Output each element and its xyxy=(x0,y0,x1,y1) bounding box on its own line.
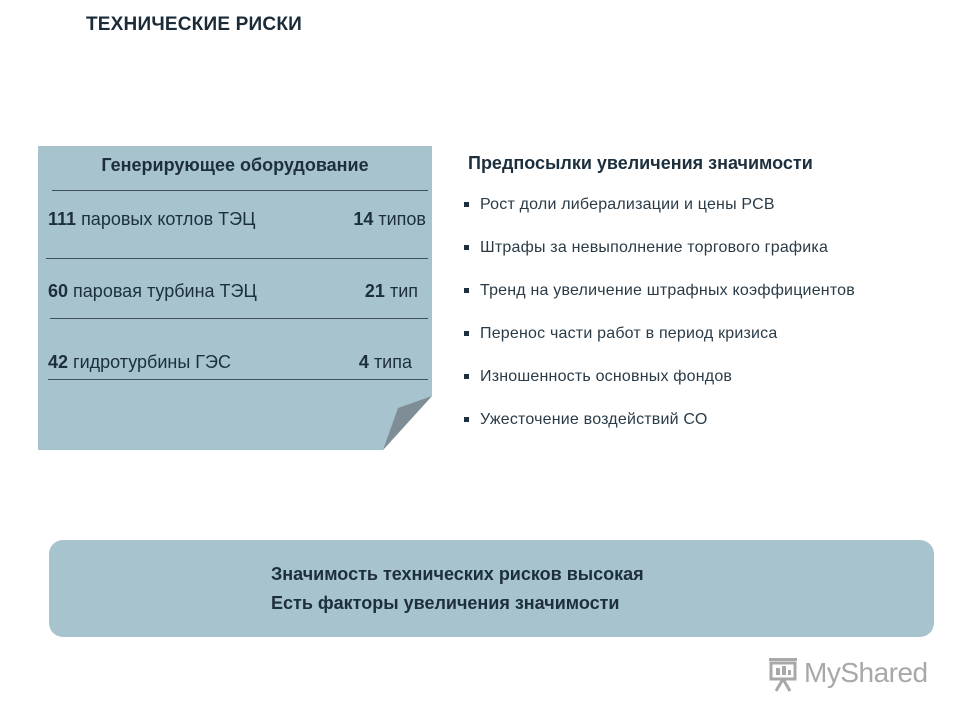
bullet-icon xyxy=(464,288,469,293)
unit-count: 111 xyxy=(48,209,77,229)
conclusion-line-1: Значимость технических рисков высокая xyxy=(271,564,644,584)
list-item xyxy=(464,196,855,239)
types-count: 14 xyxy=(353,209,374,229)
types-label: тип xyxy=(389,281,418,301)
types-label: типа xyxy=(373,352,412,372)
list-item-text: Перенос части работ в период кризиса xyxy=(480,325,778,342)
divider xyxy=(46,258,428,259)
list-item xyxy=(464,282,855,325)
types-count: 21 xyxy=(364,281,385,301)
types-count: 4 xyxy=(358,352,369,372)
divider xyxy=(50,318,428,319)
list-item-text: Изношенность основных фондов xyxy=(480,368,733,385)
conclusion-banner xyxy=(49,540,934,637)
list-item-text: Штрафы за невыполнение торгового графика xyxy=(480,239,829,256)
bullet-icon xyxy=(464,202,469,207)
list-item xyxy=(464,411,855,454)
list-item xyxy=(464,325,855,368)
list-item xyxy=(464,239,855,282)
unit-count: 42 xyxy=(48,352,69,372)
divider xyxy=(52,190,428,191)
bullet-icon xyxy=(464,417,469,422)
list-item-text: Ужесточение воздействий СО xyxy=(480,411,708,428)
bullet-icon xyxy=(464,245,469,250)
presentation-board-icon xyxy=(766,657,800,693)
unit-count: 60 xyxy=(48,281,69,301)
conclusion-line-2: Есть факторы увеличения значимости xyxy=(271,593,620,613)
divider xyxy=(48,379,428,380)
myshared-logo xyxy=(766,655,926,695)
bullet-icon xyxy=(464,374,469,379)
unit-name: гидротурбины ГЭС xyxy=(73,352,231,372)
unit-name: паровая турбина ТЭЦ xyxy=(73,281,257,301)
equipment-card xyxy=(38,146,432,450)
list-item-text: Рост доли либерализации и цены РСВ xyxy=(480,196,775,213)
reasons-heading: Предпосылки увеличения значимости xyxy=(468,153,813,173)
unit-name: паровых котлов ТЭЦ xyxy=(81,209,256,229)
types-label: типов xyxy=(378,209,426,229)
reasons-list xyxy=(464,196,855,454)
logo-text: MyShared xyxy=(804,657,928,688)
page-title: ТЕХНИЧЕСКИЕ РИСКИ xyxy=(86,14,302,35)
equipment-heading: Генерирующее оборудование xyxy=(101,155,369,175)
list-item xyxy=(464,368,855,411)
list-item-text: Тренд на увеличение штрафных коэффициентов xyxy=(480,282,855,299)
bullet-icon xyxy=(464,331,469,336)
